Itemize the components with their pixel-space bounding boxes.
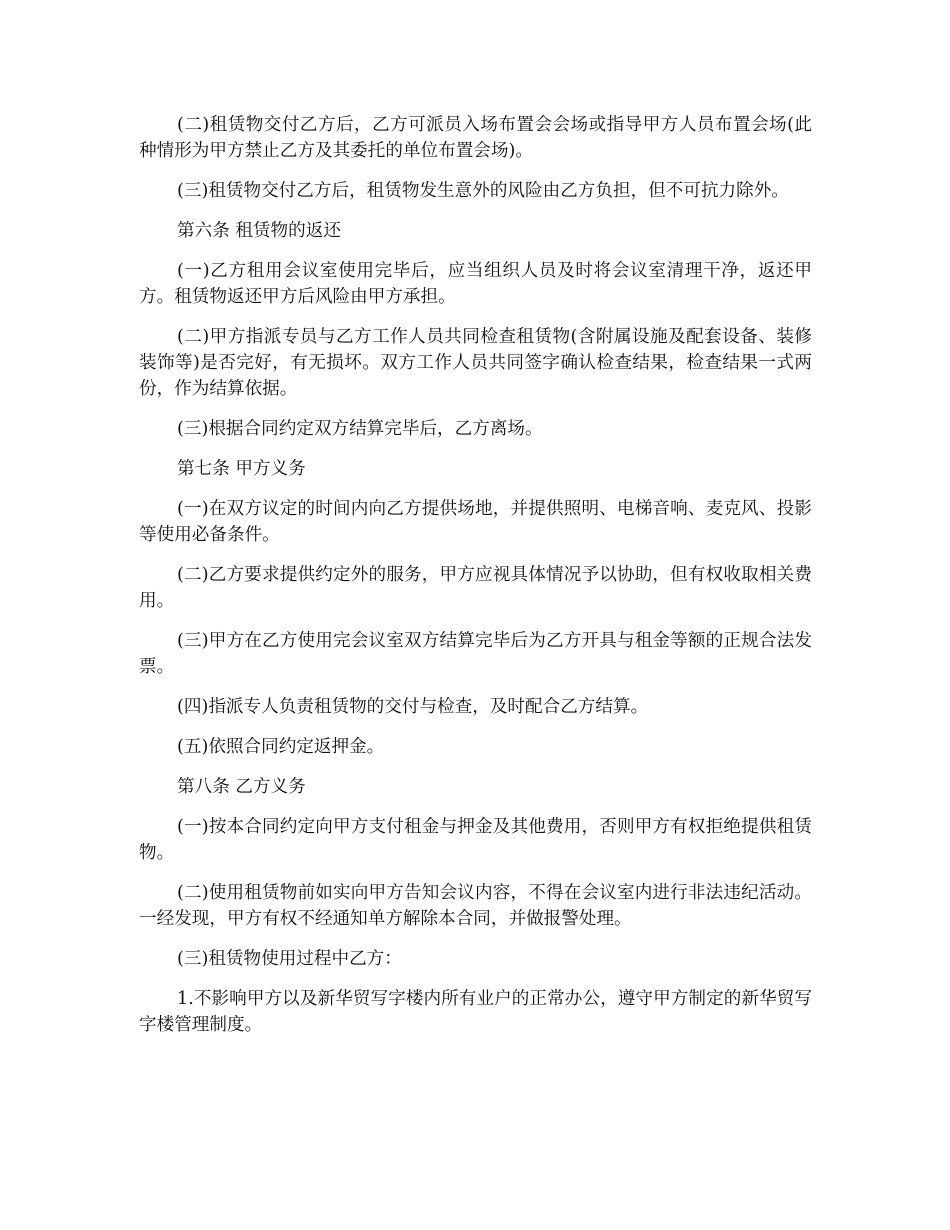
article-7-heading: 第七条 甲方义务 [177, 459, 306, 479]
clause-6-item-3: (三)根据合同约定双方结算完毕后，乙方离场。 [177, 419, 543, 439]
clause-7-item-5: (五)依照合同约定返押金。 [177, 737, 385, 757]
clause-8-item-3: (三)租赁物使用过程中乙方： [177, 949, 402, 969]
clause-6-item-2: (二)甲方指派专员与乙方工作人员共同检查租赁物(含附属设施及配套设备、装修装饰等)是否完好，有无损坏。双方工作人员共同签字确认检查结果，检查结果一式两份，作为结算依据。 [139, 327, 812, 399]
clause-8-item-3-sub-1: 1.不影响甲方以及新华贸写字楼内所有业户的正常办公，遵守甲方制定的新华贸写字楼管理制度。 [139, 989, 812, 1035]
article-6-heading: 第六条 租赁物的返还 [177, 221, 341, 241]
clause-8-item-1: (一)按本合同约定向甲方支付租金与押金及其他费用，否则甲方有权拒绝提供租赁物。 [139, 817, 812, 863]
document-body [139, 112, 812, 1052]
clause-7-item-4: (四)指派专人负责租赁物的交付与检查，及时配合乙方结算。 [177, 697, 649, 717]
article-8-heading: 第八条 乙方义务 [177, 777, 306, 797]
clause-7-item-3: (三)甲方在乙方使用完会议室双方结算完毕后为乙方开具与租金等额的正规合法发票。 [139, 631, 812, 677]
clause-6-item-1: (一)乙方租用会议室使用完毕后，应当组织人员及时将会议室清理干净，返还甲方。租赁物返还甲方后风险由甲方承担。 [139, 261, 812, 307]
clause-5-item-2: (二)租赁物交付乙方后，乙方可派员入场布置会会场或指导甲方人员布置会场(此种情形为甲方禁止乙方及其委托的单位布置会场)。 [139, 115, 812, 161]
clause-5-item-3: (三)租赁物交付乙方后，租赁物发生意外的风险由乙方负担，但不可抗力除外。 [177, 181, 789, 201]
clause-7-item-2: (二)乙方要求提供约定外的服务，甲方应视具体情况予以协助，但有权收取相关费用。 [139, 565, 812, 611]
clause-7-item-1: (一)在双方议定的时间内向乙方提供场地，并提供照明、电梯音响、麦克风、投影等使用必备条件。 [139, 499, 812, 545]
clause-8-item-2: (二)使用租赁物前如实向甲方告知会议内容，不得在会议室内进行非法违纪活动。一经发现，甲方有权不经通知单方解除本合同，并做报警处理。 [139, 883, 812, 929]
